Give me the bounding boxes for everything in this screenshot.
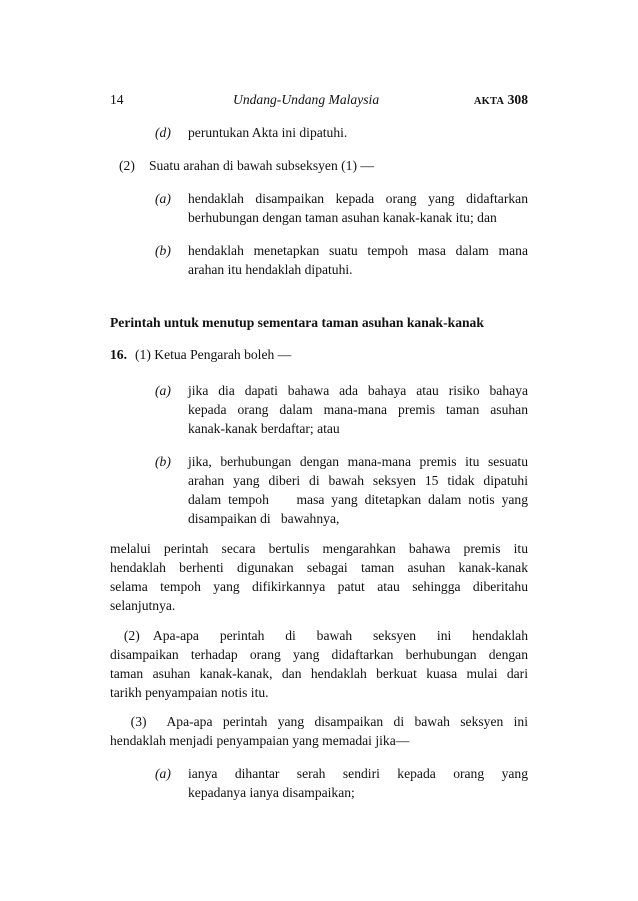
act-word: AKTA [473, 96, 505, 107]
item-text [188, 189, 528, 227]
item-mark: (b) [155, 243, 171, 258]
section-heading: Perintah untuk menutup sementara taman asuhan kanak-kanak [110, 315, 484, 330]
text-line: jika dia dapati bahawa ada bahaya atau risiko bahaya [188, 383, 528, 398]
paragraph-melalui [110, 539, 528, 615]
section-16-intro [110, 345, 291, 364]
text-line: kanak-kanak berdaftar; atau [188, 421, 340, 436]
header-act [474, 90, 528, 111]
text-line: selanjutnya. [110, 598, 176, 613]
text-line: (3) Apa-apa perintah yang disampaikan di bawah seksyen ini [110, 714, 528, 729]
subsection-2 [119, 156, 528, 175]
item-16b [155, 452, 528, 528]
text-line: taman asuhan kanak-kanak, dan hendaklah berkuat kuasa mulai dari [110, 666, 528, 681]
text-line: (2) Apa-apa perintah di bawah seksyen ini hendaklah [110, 628, 528, 643]
text-line: selama tempoh yang difikirkannya patut atau sehingga diberitahu [110, 579, 528, 594]
item-mark: (a) [155, 191, 171, 206]
item-2a [155, 189, 528, 227]
item-text [188, 241, 528, 279]
text-line: arahan yang diberi di bawah seksyen 15 tidak dipatuhi [188, 473, 528, 488]
item-d [155, 123, 528, 142]
item-mark: (d) [155, 125, 171, 140]
item-text [188, 452, 528, 528]
paragraph-16-2 [110, 626, 528, 702]
item-text [188, 764, 528, 802]
page-number: 14 [110, 92, 124, 107]
section-intro-text: (1) Ketua Pengarah boleh — [135, 347, 292, 362]
paragraph-16-3 [110, 712, 528, 750]
section-number: 16. [110, 347, 127, 362]
item-text: peruntukan Akta ini dipatuhi. [188, 125, 348, 140]
text-line: ianya dihantar serah sendiri kepada orang yang [188, 766, 528, 781]
item-16a [155, 381, 528, 438]
text-line: berhubungan dengan taman asuhan kanak-kanak itu; dan [188, 210, 497, 225]
text-line: kepada orang dalam mana-mana premis taman asuhan [188, 402, 528, 417]
text-line: melalui perintah secara bertulis mengarahkan bahawa premis itu [110, 541, 528, 556]
text-line: tarikh penyampaian notis itu. [110, 685, 269, 700]
subsection-text: Suatu arahan di bawah subseksyen (1) — [149, 158, 374, 173]
text-line: disampaikan di bawahnya, [188, 511, 340, 526]
text-line: hendaklah disampaikan kepada orang yang didaftarkan [188, 191, 528, 206]
text-line: hendaklah berhenti digunakan sebagai taman asuhan kanak-kanak [110, 560, 528, 575]
text-line: hendaklah menjadi penyampaian yang memadai jika— [110, 733, 410, 748]
item-text [188, 381, 528, 438]
text-line: arahan itu hendaklah dipatuhi. [188, 262, 353, 277]
page-header [110, 90, 528, 110]
subsection-mark: (2) [119, 158, 135, 173]
text-line: hendaklah menetapkan suatu tempoh masa dalam mana [188, 243, 528, 258]
text-line: jika, berhubungan dengan mana-mana premis itu sesuatu [188, 454, 528, 469]
item-3a [155, 764, 528, 802]
text-line: disampaikan terhadap orang yang didaftarkan berhubungan dengan [110, 647, 528, 662]
text-line: dalam tempoh masa yang ditetapkan dalam notis yang [188, 492, 528, 507]
text-line: kepadanya ianya disampaikan; [188, 785, 355, 800]
item-mark: (a) [155, 383, 171, 398]
header-title: Undang-Undang Malaysia [233, 92, 380, 107]
item-2b [155, 241, 528, 279]
act-number: 308 [507, 92, 528, 107]
item-mark: (a) [155, 766, 171, 781]
item-mark: (b) [155, 454, 171, 469]
